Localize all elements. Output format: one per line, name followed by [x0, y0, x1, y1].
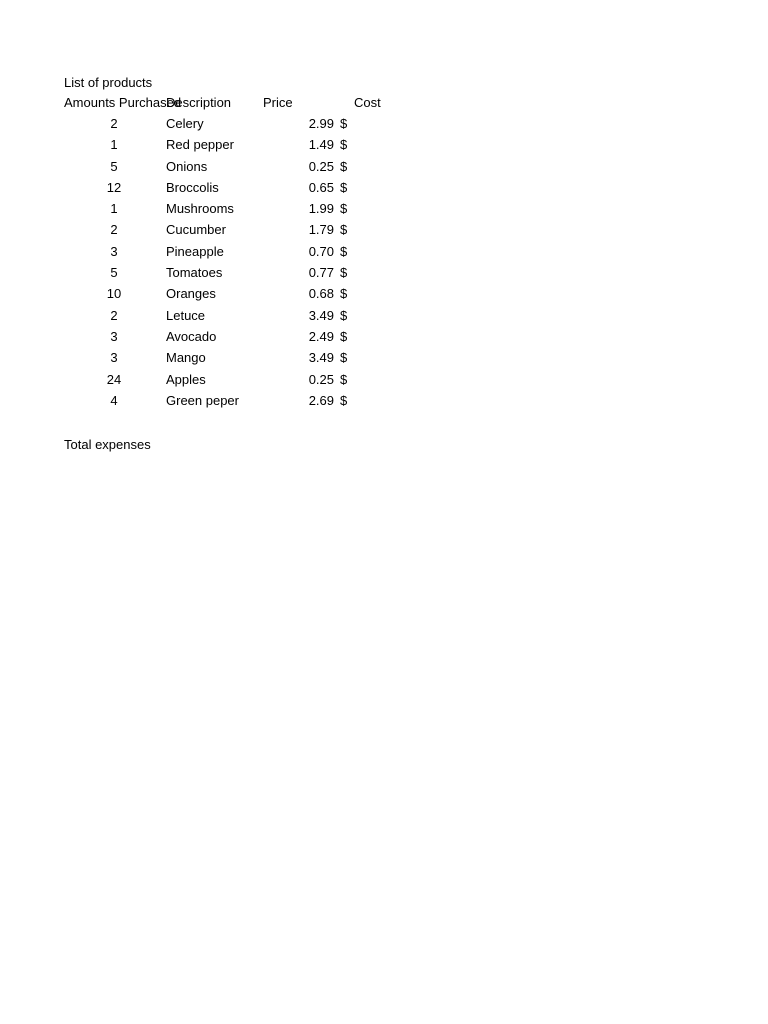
price-cell: 1.99 [308, 201, 334, 217]
header-amounts-purchased: Amounts Purchased [64, 95, 182, 110]
description-cell: Tomatoes [166, 265, 223, 281]
price-cell: 0.70 [308, 243, 334, 259]
price-cell: 0.25 [308, 158, 334, 174]
table-row [0, 285, 768, 306]
product-table-body [0, 115, 768, 413]
description-cell: Pineapple [166, 243, 224, 259]
table-row [0, 307, 768, 328]
description-cell: Mango [166, 350, 206, 366]
cost-cell: $ [340, 328, 348, 344]
header-cost: Cost [354, 95, 381, 110]
cost-cell: $ [340, 392, 348, 408]
amount-cell: 24 [106, 371, 122, 387]
price-cell: 3.49 [308, 307, 334, 323]
description-cell: Celery [166, 116, 204, 131]
cost-cell: $ [340, 179, 348, 195]
table-row [0, 371, 768, 392]
table-row [0, 115, 768, 136]
header-description: Description [166, 95, 232, 110]
description-cell: Red pepper [166, 137, 234, 153]
header-price: Price [263, 95, 293, 110]
price-cell: 1.49 [308, 137, 334, 153]
amount-cell: 4 [110, 392, 118, 408]
amount-cell: 2 [110, 116, 118, 131]
description-cell: Broccolis [166, 179, 219, 195]
cost-cell: $ [340, 350, 348, 366]
amount-cell: 2 [110, 222, 118, 238]
amount-cell: 1 [110, 201, 118, 217]
cost-cell: $ [340, 286, 348, 302]
table-row [0, 349, 768, 370]
price-cell: 0.65 [308, 179, 334, 195]
amount-cell: 3 [110, 328, 118, 344]
table-row [0, 200, 768, 221]
cost-cell: $ [340, 307, 348, 323]
cost-cell: $ [340, 116, 348, 131]
table-row [0, 221, 768, 242]
table-header-row [0, 94, 768, 112]
total-expenses-label: Total expenses [64, 437, 151, 452]
table-row [0, 392, 768, 413]
amount-cell: 5 [110, 265, 118, 281]
table-row [0, 179, 768, 200]
description-cell: Green peper [166, 392, 239, 408]
table-row [0, 328, 768, 349]
amount-cell: 10 [106, 286, 122, 302]
sheet-title: List of products [64, 75, 153, 90]
description-cell: Apples [166, 371, 206, 387]
amount-cell: 3 [110, 243, 118, 259]
price-cell: 0.77 [308, 265, 334, 281]
description-cell: Mushrooms [166, 201, 234, 217]
cost-cell: $ [340, 201, 348, 217]
table-row [0, 243, 768, 264]
cost-cell: $ [340, 243, 348, 259]
price-cell: 2.99 [308, 116, 334, 131]
table-row [0, 158, 768, 179]
amount-cell: 12 [106, 179, 122, 195]
cost-cell: $ [340, 265, 348, 281]
cost-cell: $ [340, 222, 348, 238]
amount-cell: 1 [110, 137, 118, 153]
price-cell: 0.68 [308, 286, 334, 302]
description-cell: Letuce [166, 307, 206, 323]
table-row [0, 136, 768, 157]
description-cell: Cucumber [166, 222, 226, 238]
description-cell: Onions [166, 158, 208, 174]
price-cell: 2.49 [308, 328, 334, 344]
cost-cell: $ [340, 371, 348, 387]
price-cell: 0.25 [308, 371, 334, 387]
amount-cell: 5 [110, 158, 118, 174]
table-row [0, 264, 768, 285]
amount-cell: 3 [110, 350, 118, 366]
description-cell: Avocado [166, 328, 217, 344]
cost-cell: $ [340, 137, 348, 153]
price-cell: 1.79 [308, 222, 334, 238]
amount-cell: 2 [110, 307, 118, 323]
price-cell: 3.49 [308, 350, 334, 366]
price-cell: 2.69 [308, 392, 334, 408]
cost-cell: $ [340, 158, 348, 174]
description-cell: Oranges [166, 286, 216, 302]
